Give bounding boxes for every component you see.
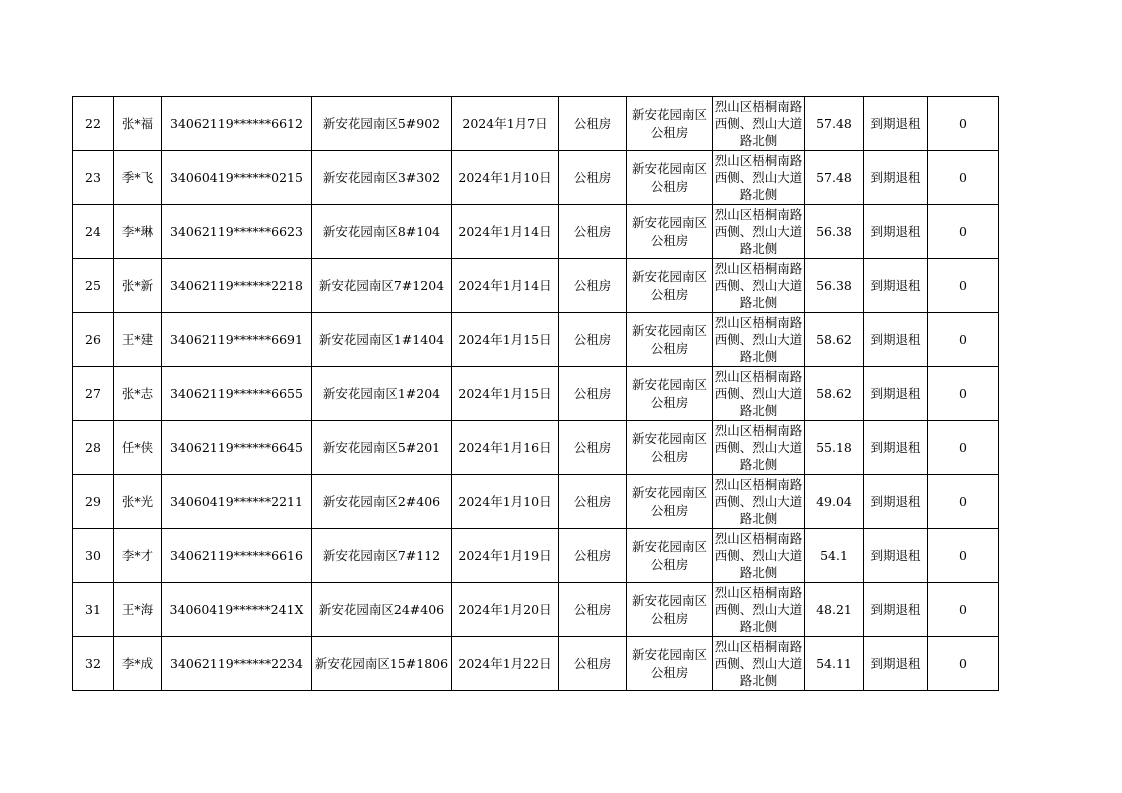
unit-address-cell: 新安花园南区24#406 (312, 583, 452, 637)
row-number-cell: 25 (73, 259, 114, 313)
table-row (73, 367, 999, 421)
housing-type-cell: 公租房 (559, 421, 627, 475)
reason-cell: 到期退租 (864, 475, 928, 529)
id-number-cell: 34062119******6691 (162, 313, 312, 367)
table-row (73, 421, 999, 475)
tenant-name-cell: 张*新 (114, 259, 162, 313)
amount-cell: 0 (928, 475, 999, 529)
amount-cell: 0 (928, 205, 999, 259)
row-number-cell: 27 (73, 367, 114, 421)
id-number-cell: 34060419******0215 (162, 151, 312, 205)
project-name-cell: 新安花园南区公租房 (627, 97, 713, 151)
reason-cell: 到期退租 (864, 637, 928, 691)
date-cell: 2024年1月10日 (452, 151, 559, 205)
project-name-cell: 新安花园南区公租房 (627, 529, 713, 583)
location-cell: 烈山区梧桐南路西侧、烈山大道路北侧 (713, 421, 805, 475)
location-cell: 烈山区梧桐南路西侧、烈山大道路北侧 (713, 367, 805, 421)
table-row (73, 475, 999, 529)
row-number-cell: 32 (73, 637, 114, 691)
project-name-cell: 新安花园南区公租房 (627, 475, 713, 529)
row-number-cell: 30 (73, 529, 114, 583)
date-cell: 2024年1月7日 (452, 97, 559, 151)
id-number-cell: 34062119******2234 (162, 637, 312, 691)
row-number-cell: 24 (73, 205, 114, 259)
id-number-cell: 34062119******6616 (162, 529, 312, 583)
area-cell: 56.38 (805, 259, 864, 313)
id-number-cell: 34060419******241X (162, 583, 312, 637)
id-number-cell: 34060419******2211 (162, 475, 312, 529)
tenant-name-cell: 王*海 (114, 583, 162, 637)
project-name-cell: 新安花园南区公租房 (627, 583, 713, 637)
location-cell: 烈山区梧桐南路西侧、烈山大道路北侧 (713, 529, 805, 583)
area-cell: 56.38 (805, 205, 864, 259)
id-number-cell: 34062119******6612 (162, 97, 312, 151)
tenant-name-cell: 张*光 (114, 475, 162, 529)
unit-address-cell: 新安花园南区5#902 (312, 97, 452, 151)
housing-type-cell: 公租房 (559, 475, 627, 529)
housing-type-cell: 公租房 (559, 637, 627, 691)
unit-address-cell: 新安花园南区2#406 (312, 475, 452, 529)
reason-cell: 到期退租 (864, 205, 928, 259)
unit-address-cell: 新安花园南区7#1204 (312, 259, 452, 313)
location-cell: 烈山区梧桐南路西侧、烈山大道路北侧 (713, 97, 805, 151)
reason-cell: 到期退租 (864, 259, 928, 313)
reason-cell: 到期退租 (864, 97, 928, 151)
table-row (73, 151, 999, 205)
housing-type-cell: 公租房 (559, 367, 627, 421)
amount-cell: 0 (928, 529, 999, 583)
area-cell: 54.1 (805, 529, 864, 583)
date-cell: 2024年1月14日 (452, 205, 559, 259)
amount-cell: 0 (928, 151, 999, 205)
tenant-name-cell: 王*建 (114, 313, 162, 367)
project-name-cell: 新安花园南区公租房 (627, 421, 713, 475)
reason-cell: 到期退租 (864, 151, 928, 205)
row-number-cell: 29 (73, 475, 114, 529)
table-row (73, 97, 999, 151)
table-row (73, 637, 999, 691)
date-cell: 2024年1月15日 (452, 313, 559, 367)
unit-address-cell: 新安花园南区5#201 (312, 421, 452, 475)
row-number-cell: 31 (73, 583, 114, 637)
area-cell: 48.21 (805, 583, 864, 637)
id-number-cell: 34062119******6655 (162, 367, 312, 421)
id-number-cell: 34062119******6623 (162, 205, 312, 259)
unit-address-cell: 新安花园南区15#1806 (312, 637, 452, 691)
housing-type-cell: 公租房 (559, 529, 627, 583)
housing-type-cell: 公租房 (559, 259, 627, 313)
location-cell: 烈山区梧桐南路西侧、烈山大道路北侧 (713, 475, 805, 529)
amount-cell: 0 (928, 637, 999, 691)
table-row (73, 205, 999, 259)
housing-type-cell: 公租房 (559, 583, 627, 637)
unit-address-cell: 新安花园南区8#104 (312, 205, 452, 259)
area-cell: 54.11 (805, 637, 864, 691)
project-name-cell: 新安花园南区公租房 (627, 367, 713, 421)
tenant-name-cell: 季*飞 (114, 151, 162, 205)
reason-cell: 到期退租 (864, 583, 928, 637)
tenant-name-cell: 张*志 (114, 367, 162, 421)
area-cell: 58.62 (805, 367, 864, 421)
area-cell: 49.04 (805, 475, 864, 529)
area-cell: 55.18 (805, 421, 864, 475)
area-cell: 57.48 (805, 97, 864, 151)
tenant-name-cell: 任*侠 (114, 421, 162, 475)
reason-cell: 到期退租 (864, 421, 928, 475)
row-number-cell: 23 (73, 151, 114, 205)
tenant-name-cell: 张*福 (114, 97, 162, 151)
location-cell: 烈山区梧桐南路西侧、烈山大道路北侧 (713, 637, 805, 691)
project-name-cell: 新安花园南区公租房 (627, 637, 713, 691)
records-table (72, 96, 999, 691)
date-cell: 2024年1月10日 (452, 475, 559, 529)
date-cell: 2024年1月14日 (452, 259, 559, 313)
project-name-cell: 新安花园南区公租房 (627, 259, 713, 313)
row-number-cell: 22 (73, 97, 114, 151)
amount-cell: 0 (928, 367, 999, 421)
amount-cell: 0 (928, 97, 999, 151)
housing-type-cell: 公租房 (559, 205, 627, 259)
project-name-cell: 新安花园南区公租房 (627, 205, 713, 259)
location-cell: 烈山区梧桐南路西侧、烈山大道路北侧 (713, 259, 805, 313)
reason-cell: 到期退租 (864, 367, 928, 421)
amount-cell: 0 (928, 421, 999, 475)
reason-cell: 到期退租 (864, 529, 928, 583)
reason-cell: 到期退租 (864, 313, 928, 367)
housing-type-cell: 公租房 (559, 313, 627, 367)
unit-address-cell: 新安花园南区1#1404 (312, 313, 452, 367)
date-cell: 2024年1月15日 (452, 367, 559, 421)
project-name-cell: 新安花园南区公租房 (627, 151, 713, 205)
id-number-cell: 34062119******6645 (162, 421, 312, 475)
location-cell: 烈山区梧桐南路西侧、烈山大道路北侧 (713, 583, 805, 637)
tenant-name-cell: 李*成 (114, 637, 162, 691)
location-cell: 烈山区梧桐南路西侧、烈山大道路北侧 (713, 151, 805, 205)
amount-cell: 0 (928, 313, 999, 367)
amount-cell: 0 (928, 259, 999, 313)
date-cell: 2024年1月20日 (452, 583, 559, 637)
project-name-cell: 新安花园南区公租房 (627, 313, 713, 367)
id-number-cell: 34062119******2218 (162, 259, 312, 313)
row-number-cell: 28 (73, 421, 114, 475)
unit-address-cell: 新安花园南区1#204 (312, 367, 452, 421)
table-row (73, 583, 999, 637)
area-cell: 58.62 (805, 313, 864, 367)
tenant-name-cell: 李*琳 (114, 205, 162, 259)
location-cell: 烈山区梧桐南路西侧、烈山大道路北侧 (713, 313, 805, 367)
area-cell: 57.48 (805, 151, 864, 205)
tenant-name-cell: 李*才 (114, 529, 162, 583)
housing-type-cell: 公租房 (559, 97, 627, 151)
amount-cell: 0 (928, 583, 999, 637)
housing-type-cell: 公租房 (559, 151, 627, 205)
table-row (73, 259, 999, 313)
unit-address-cell: 新安花园南区3#302 (312, 151, 452, 205)
unit-address-cell: 新安花园南区7#112 (312, 529, 452, 583)
row-number-cell: 26 (73, 313, 114, 367)
date-cell: 2024年1月19日 (452, 529, 559, 583)
date-cell: 2024年1月16日 (452, 421, 559, 475)
location-cell: 烈山区梧桐南路西侧、烈山大道路北侧 (713, 205, 805, 259)
date-cell: 2024年1月22日 (452, 637, 559, 691)
table-row (73, 529, 999, 583)
table-row (73, 313, 999, 367)
